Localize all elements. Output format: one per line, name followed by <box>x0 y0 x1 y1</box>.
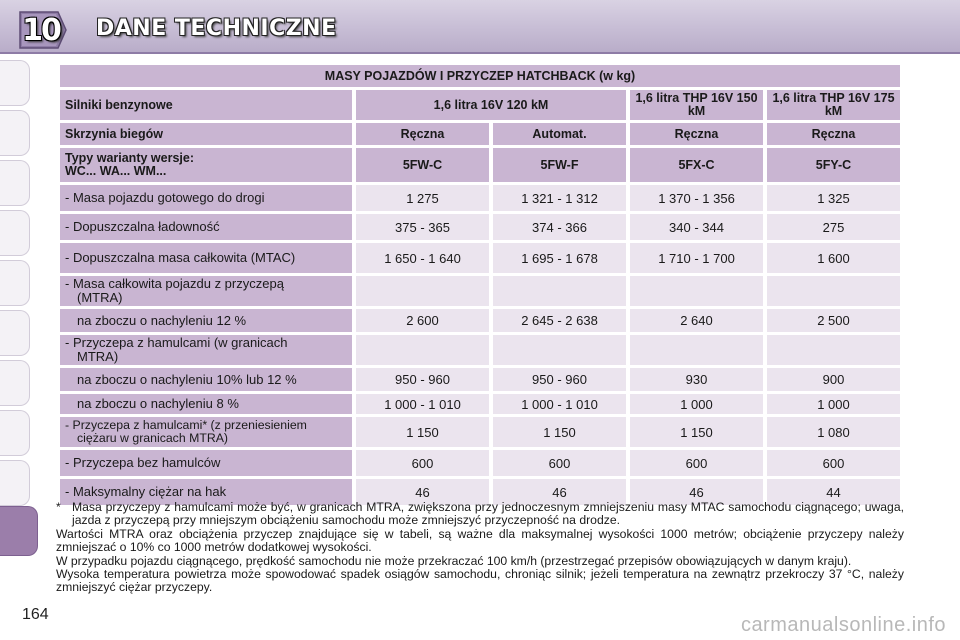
row-value: 930 <box>630 368 763 391</box>
gearbox-col: Ręczna <box>356 123 489 145</box>
row-value: 1 000 <box>630 394 763 414</box>
footnote-star <box>56 501 904 528</box>
row-value: 1 000 - 1 010 <box>356 394 489 414</box>
row-value: 2 500 <box>767 309 900 332</box>
chapter-tab-3[interactable] <box>0 160 30 206</box>
row-label <box>60 276 352 306</box>
gearbox-col: Ręczna <box>767 123 900 145</box>
chapter-tab-1[interactable] <box>0 60 30 106</box>
engine-label: Silniki benzynowe <box>60 90 352 120</box>
chapter-tab-4[interactable] <box>0 210 30 256</box>
row-value: 374 - 366 <box>493 214 626 240</box>
row-value: 1 650 - 1 640 <box>356 243 489 273</box>
row-label: - Dopuszczalna ładowność <box>60 214 352 240</box>
chapter-badge <box>14 8 68 52</box>
page-number: 164 <box>22 606 49 623</box>
note-paragraph-speed: W przypadku pojazdu ciągnącego, prędkość samochodu nie może przekraczać 100 km/h (przestrzegać przepisów obowiązujących w danym kraju). <box>56 553 852 568</box>
watermark: carmanualsonline.info <box>740 614 946 636</box>
row-value: 600 <box>630 450 763 476</box>
chapter-tab-6[interactable] <box>0 310 30 356</box>
vehicle-mass-table <box>56 62 904 508</box>
row-value: 1 370 - 1 356 <box>630 185 763 211</box>
chapter-tab-9[interactable] <box>0 460 30 506</box>
row-value <box>767 276 900 306</box>
chapter-tab-5[interactable] <box>0 260 30 306</box>
gearbox-col: Ręczna <box>630 123 763 145</box>
row-label <box>60 394 352 414</box>
row-label: - Dopuszczalna masa całkowita (MTAC) <box>60 243 352 273</box>
row-value: 900 <box>767 368 900 391</box>
row-value <box>356 335 489 365</box>
row-value: 1 275 <box>356 185 489 211</box>
row-value <box>630 335 763 365</box>
table-row <box>60 309 900 332</box>
chapter-tab-8[interactable] <box>0 410 30 456</box>
row-value: 1 150 <box>356 417 489 447</box>
row-value <box>493 335 626 365</box>
types-label-line2: WC... WA... WM... <box>65 164 167 178</box>
engine-col-150: 1,6 litra THP 16V 150 kM <box>630 90 763 120</box>
row-value <box>630 276 763 306</box>
row-value <box>767 335 900 365</box>
row-value: 1 325 <box>767 185 900 211</box>
row-label-line1: - Masa całkowita pojazdu z przyczepą <box>65 276 284 291</box>
row-value: 950 - 960 <box>356 368 489 391</box>
row-value: 1 710 - 1 700 <box>630 243 763 273</box>
row-value <box>356 276 489 306</box>
row-value: 1 000 <box>767 394 900 414</box>
row-value: 600 <box>356 450 489 476</box>
row-value: 46 <box>356 479 489 505</box>
row-label-text: na zboczu o nachyleniu 10% lub 12 % <box>77 371 297 387</box>
row-label: - Masa pojazdu gotowego do drogi <box>60 185 352 211</box>
table-row <box>60 394 900 414</box>
row-label-line1: - Przyczepa z hamulcami (w granicach <box>65 335 288 350</box>
row-label <box>60 368 352 391</box>
table-row <box>60 417 900 447</box>
row-value: 2 640 <box>630 309 763 332</box>
row-value: 340 - 344 <box>630 214 763 240</box>
row-label-line1: - Przyczepa z hamulcami* (z przeniesieniem <box>65 418 307 432</box>
row-label: - Maksymalny ciężar na hak <box>60 479 352 505</box>
chapter-tabs <box>0 60 34 580</box>
footnote-marker: * <box>56 500 61 514</box>
chapter-number: 10 <box>22 12 60 48</box>
table-row <box>60 243 900 273</box>
table-row <box>60 335 900 365</box>
row-label-line2: (MTRA) <box>77 290 123 305</box>
type-code: 5FY-C <box>767 148 900 182</box>
table-row <box>60 214 900 240</box>
row-label <box>60 309 352 332</box>
row-value: 46 <box>493 479 626 505</box>
row-label-line2: ciężaru w granicach MTRA) <box>77 431 229 445</box>
row-value: 1 150 <box>630 417 763 447</box>
row-value: 375 - 365 <box>356 214 489 240</box>
chapter-tab-10-active[interactable] <box>0 506 38 556</box>
types-label <box>60 148 352 182</box>
table-row <box>60 276 900 306</box>
row-value: 1 000 - 1 010 <box>493 394 626 414</box>
engine-col-120: 1,6 litra 16V 120 kM <box>356 90 626 120</box>
row-value: 46 <box>630 479 763 505</box>
row-label <box>60 417 352 447</box>
footnotes <box>56 501 904 595</box>
gearbox-col: Automat. <box>493 123 626 145</box>
type-code: 5FW-C <box>356 148 489 182</box>
note-paragraph-altitude: Wartości MTRA oraz obciążenia przyczep znajdujące się w tabeli, są ważne dla maksymalnej wysokości 1000 metrów; obciążenie przyczepy należy zmniejszać o 10% co 1000 metrów dodatkowej wysokości. <box>56 526 904 555</box>
footnote-text: Masa przyczepy z hamulcami może być, w granicach MTRA, zwiększona przy jednoczesnym zmniejszeniu masy MTAC samochodu ciągnącego; uwaga, jazda z przyczepą przy mniejszym obciążeniu samochodu może zmniejszyć przyczepność na drodze. <box>72 500 904 528</box>
row-value <box>493 276 626 306</box>
row-value: 600 <box>767 450 900 476</box>
row-value: 2 600 <box>356 309 489 332</box>
row-value: 44 <box>767 479 900 505</box>
header-divider <box>0 52 960 54</box>
row-label-line2: MTRA) <box>77 349 119 364</box>
row-value: 600 <box>493 450 626 476</box>
row-label <box>60 335 352 365</box>
row-value: 1 080 <box>767 417 900 447</box>
row-label-text: na zboczu o nachyleniu 12 % <box>77 312 247 328</box>
row-label-text: na zboczu o nachyleniu 8 % <box>77 396 239 411</box>
gearbox-label: Skrzynia biegów <box>60 123 352 145</box>
row-value: 275 <box>767 214 900 240</box>
chapter-tab-7[interactable] <box>0 360 30 406</box>
chapter-tab-2[interactable] <box>0 110 30 156</box>
table-row <box>60 368 900 391</box>
row-value: 1 321 - 1 312 <box>493 185 626 211</box>
table-row <box>60 450 900 476</box>
types-label-line1: Typy warianty wersje: <box>65 151 194 165</box>
row-value: 1 695 - 1 678 <box>493 243 626 273</box>
row-label: - Przyczepa bez hamulców <box>60 450 352 476</box>
row-value: 950 - 960 <box>493 368 626 391</box>
row-value: 1 600 <box>767 243 900 273</box>
type-code: 5FX-C <box>630 148 763 182</box>
engine-col-175: 1,6 litra THP 16V 175 kM <box>767 90 900 120</box>
row-value: 2 645 - 2 638 <box>493 309 626 332</box>
row-value: 1 150 <box>493 417 626 447</box>
note-paragraph-temperature: Wysoka temperatura powietrza może spowodować spadek osiągów samochodu, chroniąc silnik; jeżeli temperatura na zewnątrz przekroczy 37 °C, należy zmniejszyć ciężar przyczepy. <box>56 567 904 595</box>
table-title: MASY POJAZDÓW I PRZYCZEP HATCHBACK (w kg) <box>60 65 900 87</box>
type-code: 5FW-F <box>493 148 626 182</box>
page-title: DANE TECHNICZNE <box>96 16 337 41</box>
table-row <box>60 185 900 211</box>
